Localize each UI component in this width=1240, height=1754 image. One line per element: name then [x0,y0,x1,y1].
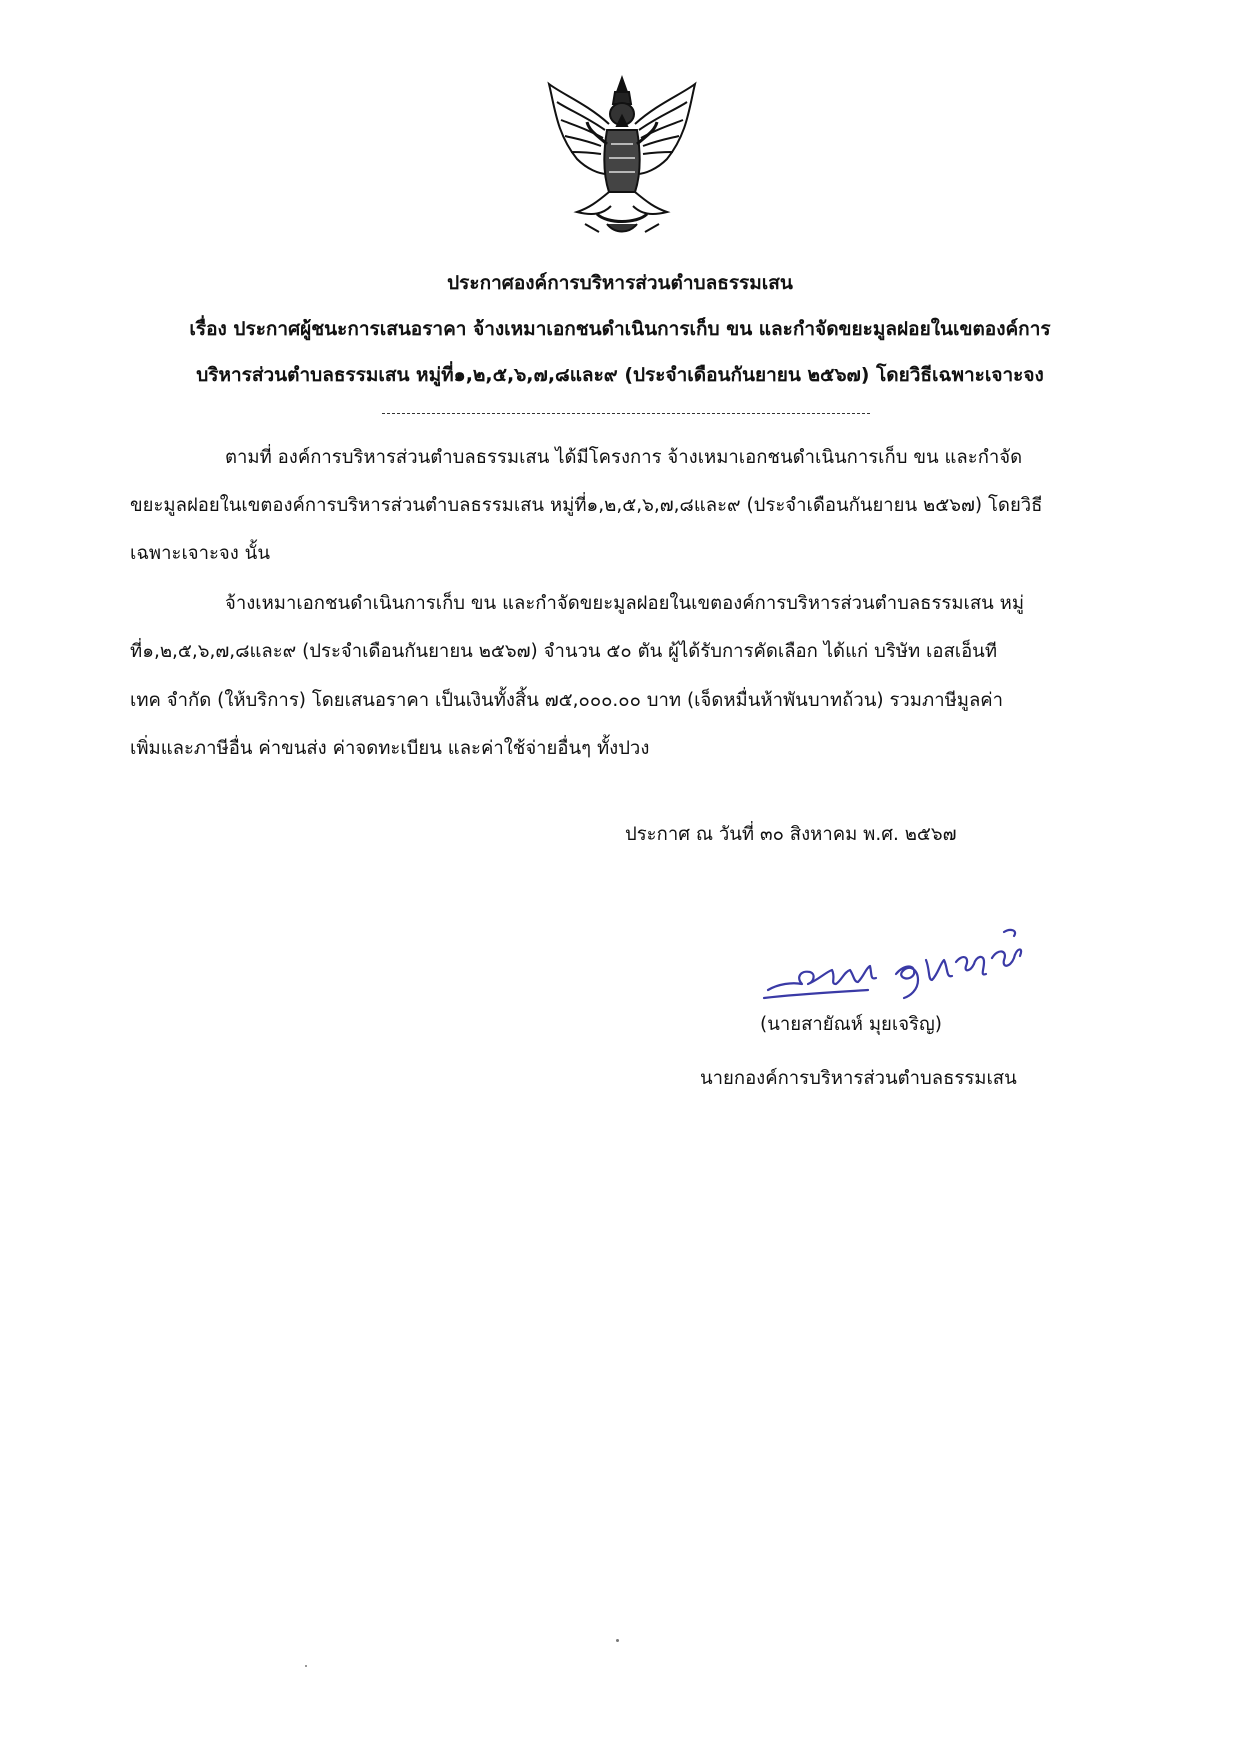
signer-title: นายกองค์การบริหารส่วนตำบลธรรมเสน [700,1068,1017,1089]
announcement-title: ประกาศองค์การบริหารส่วนตำบลธรรมเสน [447,272,793,294]
paragraph-1-line-3: เฉพาะเจาะจง นั้น [130,543,270,564]
signature-icon [758,898,1058,1013]
paragraph-1-line-2: ขยะมูลฝอยในเขตองค์การบริหารส่วนตำบลธรรมเสน หมู่ที่๑,๒,๕,๖,๗,๘และ๙ (ประจำเดือนกันยายน ๒๕๖๗) โดยวิธี [130,495,1043,516]
paragraph-2-line-4: เพิ่มและภาษีอื่น ค่าขนส่ง ค่าจดทะเบียน และค่าใช้จ่ายอื่นๆ ทั้งปวง [130,738,650,759]
paragraph-2-line-2: ที่๑,๒,๕,๖,๗,๘และ๙ (ประจำเดือนกันยายน ๒๕๖๗) จำนวน ๕๐ ตัน ผู้ได้รับการคัดเลือก ได้แก่ บริษัท เอสเอ็นที [130,641,998,662]
divider-line [382,413,870,414]
announcement-date: ประกาศ ณ วันที่ ๓๐ สิงหาคม พ.ศ. ๒๕๖๗ [625,824,957,845]
paragraph-1-line-1: ตามที่ องค์การบริหารส่วนตำบลธรรมเสน ได้มีโครงการ จ้างเหมาเอกชนดำเนินการเก็บ ขน และกำจัด [225,447,1023,468]
subject-line-2: บริหารส่วนตำบลธรรมเสน หมู่ที่๑,๒,๕,๖,๗,๘และ๙ (ประจำเดือนกันยายน ๒๕๖๗) โดยวิธีเฉพาะเจาะจง [196,364,1044,386]
paragraph-2-line-3: เทค จำกัด (ให้บริการ) โดยเสนอราคา เป็นเงินทั้งสิ้น ๗๕,๐๐๐.๐๐ บาท (เจ็ดหมื่นห้าพันบาทถ้วน) รวมภาษีมูลค่า [130,690,1004,711]
paragraph-2-line-1: จ้างเหมาเอกชนดำเนินการเก็บ ขน และกำจัดขยะมูลฝอยในเขตองค์การบริหารส่วนตำบลธรรมเสน หมู่ [225,593,1025,614]
subject-line-1: เรื่อง ประกาศผู้ชนะการเสนอราคา จ้างเหมาเอกชนดำเนินการเก็บ ขน และกำจัดขยะมูลฝอยในเขตองค์การ [189,318,1051,340]
scan-speck [305,1665,307,1667]
garuda-emblem-icon [537,74,707,244]
signer-name: (นายสายัณห์ มุยเจริญ) [760,1014,942,1035]
scan-speck [616,1639,619,1642]
